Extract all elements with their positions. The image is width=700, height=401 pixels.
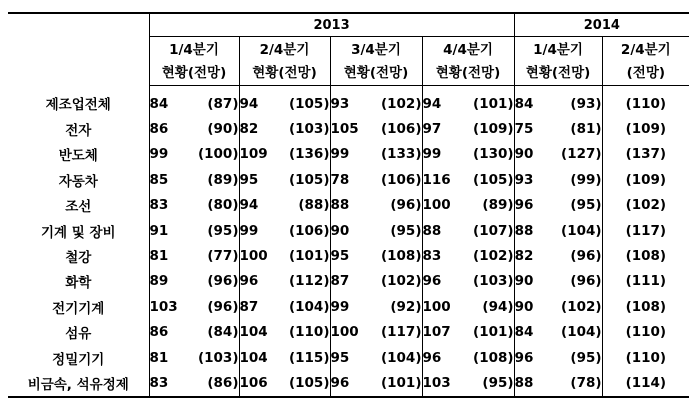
- forecast-cell: (94): [465, 294, 514, 319]
- forecast-cell: (110): [625, 324, 667, 341]
- current-value-cell: 82: [239, 121, 259, 138]
- quarter-label: 4/4분기: [443, 41, 493, 58]
- forecast-cell: (95): [191, 218, 239, 243]
- current-value-cell: 84: [514, 95, 534, 112]
- bsi-statistics-table: [8, 12, 689, 398]
- forecast-cell: (100): [191, 142, 239, 167]
- forecast-cell: (102): [375, 269, 422, 294]
- forecast-cell: (105): [281, 370, 330, 396]
- forecast-cell: (99): [556, 167, 602, 192]
- current-value-cell: 103: [149, 298, 178, 315]
- current-value-cell: 88: [422, 222, 442, 239]
- forecast-cell: (105): [465, 167, 514, 192]
- forecast-cell: (127): [556, 142, 602, 167]
- forecast-cell: (88): [281, 193, 330, 218]
- forecast-cell: (103): [465, 269, 514, 294]
- forecast-cell: (104): [281, 294, 330, 319]
- quarter-sublabel: 현황(전망): [343, 64, 409, 81]
- forecast-cell: (102): [465, 243, 514, 268]
- row-label: 전자: [8, 116, 149, 141]
- current-value-cell: 99: [239, 222, 259, 239]
- forecast-cell: (101): [375, 370, 422, 396]
- forecast-cell: (96): [191, 294, 239, 319]
- quarter-sublabel: 현황(전망): [435, 64, 501, 81]
- forecast-cell: (111): [625, 273, 667, 290]
- forecast-cell: (136): [281, 142, 330, 167]
- table-row: [8, 320, 689, 345]
- table-row: [8, 193, 689, 218]
- forecast-cell: (108): [625, 298, 667, 315]
- forecast-cell: (95): [556, 193, 602, 218]
- forecast-cell: (117): [375, 320, 422, 345]
- current-value-cell: 96: [422, 349, 442, 366]
- table-row: [8, 142, 689, 167]
- current-value-cell: 104: [239, 324, 268, 341]
- forecast-cell: (95): [556, 345, 602, 370]
- current-value-cell: 91: [149, 222, 169, 239]
- current-value-cell: 95: [330, 248, 350, 265]
- current-value-cell: 97: [422, 121, 442, 138]
- table-row: [8, 294, 689, 319]
- current-value-cell: 93: [514, 171, 534, 188]
- forecast-cell: (81): [556, 116, 602, 141]
- current-value-cell: 95: [330, 349, 350, 366]
- table-row: [8, 86, 689, 117]
- row-label: 기계 및 장비: [8, 218, 149, 243]
- row-label: 비금속, 석유정제: [8, 370, 149, 396]
- current-value-cell: 90: [514, 298, 534, 315]
- current-value-cell: 100: [422, 298, 451, 315]
- row-label: 정밀기기: [8, 345, 149, 370]
- current-value-cell: 87: [239, 298, 259, 315]
- current-value-cell: 94: [239, 197, 259, 214]
- current-value-cell: 86: [149, 121, 169, 138]
- row-label: 전기기계: [8, 294, 149, 319]
- forecast-cell: (115): [281, 345, 330, 370]
- forecast-cell: (103): [191, 345, 239, 370]
- row-label: 화학: [8, 269, 149, 294]
- year-header-2013: 2013: [149, 13, 514, 37]
- current-value-cell: 106: [239, 370, 281, 396]
- current-value-cell: 89: [149, 273, 169, 290]
- current-value-cell: 90: [514, 273, 534, 290]
- forecast-cell: (105): [281, 167, 330, 192]
- current-value-cell: 78: [330, 171, 350, 188]
- forecast-cell: (137): [625, 146, 667, 163]
- current-value-cell: 88: [330, 197, 350, 214]
- current-value-cell: 82: [514, 248, 534, 265]
- row-label: 제조업전체: [8, 86, 149, 117]
- table-row: [8, 116, 689, 141]
- forecast-cell: (95): [375, 218, 422, 243]
- forecast-cell: (106): [281, 218, 330, 243]
- forecast-cell: (112): [281, 269, 330, 294]
- forecast-cell: (108): [465, 345, 514, 370]
- current-value-cell: 96: [239, 273, 259, 290]
- row-label: 철강: [8, 243, 149, 268]
- quarter-header: [330, 37, 422, 86]
- quarter-sublabel: 현황(전망): [252, 64, 317, 81]
- forecast-cell: (102): [625, 197, 667, 214]
- quarter-label: 1/4분기: [533, 41, 583, 58]
- corner-header-cell: [8, 13, 149, 86]
- current-value-cell: 100: [239, 248, 268, 265]
- current-value-cell: 86: [149, 324, 169, 341]
- table-row: [8, 167, 689, 192]
- forecast-cell: (109): [625, 121, 667, 138]
- current-value-cell: 99: [330, 298, 350, 315]
- current-value-cell: 84: [149, 95, 169, 112]
- current-value-cell: 116: [422, 171, 451, 188]
- current-value-cell: 83: [149, 370, 191, 396]
- forecast-cell: (101): [281, 243, 330, 268]
- forecast-cell: (105): [281, 86, 330, 117]
- quarter-label: 3/4분기: [351, 41, 401, 58]
- current-value-cell: 100: [330, 324, 359, 341]
- current-value-cell: 104: [239, 349, 268, 366]
- forecast-cell: (96): [375, 193, 422, 218]
- current-value-cell: 75: [514, 121, 534, 138]
- current-value-cell: 83: [149, 197, 169, 214]
- forecast-cell: (96): [556, 269, 602, 294]
- forecast-cell: (93): [556, 86, 602, 117]
- current-value-cell: 100: [422, 197, 451, 214]
- forecast-cell: (110): [625, 349, 667, 366]
- row-label: 조선: [8, 193, 149, 218]
- current-value-cell: 96: [330, 370, 375, 396]
- quarter-header: [602, 37, 689, 86]
- year-header-2014: 2014: [514, 13, 689, 37]
- forecast-cell: (96): [191, 269, 239, 294]
- forecast-cell: (102): [556, 294, 602, 319]
- current-value-cell: 99: [149, 146, 169, 163]
- current-value-cell: 103: [422, 370, 465, 396]
- quarter-header: [239, 37, 330, 86]
- current-value-cell: 109: [239, 146, 268, 163]
- forecast-cell: (78): [556, 370, 602, 396]
- forecast-cell: (89): [465, 193, 514, 218]
- forecast-cell: (84): [191, 320, 239, 345]
- quarter-label: 2/4분기: [620, 41, 671, 58]
- forecast-cell: (95): [465, 370, 514, 396]
- forecast-cell: (110): [625, 95, 667, 112]
- current-value-cell: 87: [330, 273, 350, 290]
- row-label: 반도체: [8, 142, 149, 167]
- forecast-cell: (80): [191, 193, 239, 218]
- current-value-cell: 83: [422, 248, 442, 265]
- quarter-header: [422, 37, 514, 86]
- forecast-cell: (109): [625, 171, 667, 188]
- forecast-cell: (89): [191, 167, 239, 192]
- table-row: [8, 345, 689, 370]
- forecast-cell: (77): [191, 243, 239, 268]
- forecast-cell: (104): [375, 345, 422, 370]
- row-label: 자동차: [8, 167, 149, 192]
- forecast-cell: (92): [375, 294, 422, 319]
- current-value-cell: 96: [514, 197, 534, 214]
- table-row: [8, 370, 689, 396]
- quarter-sublabel: 현황(전망): [161, 64, 227, 81]
- forecast-cell: (107): [465, 218, 514, 243]
- forecast-cell: (110): [281, 320, 330, 345]
- forecast-cell: (108): [625, 248, 667, 265]
- quarter-header: [149, 37, 239, 86]
- current-value-cell: 93: [330, 95, 350, 112]
- current-value-cell: 88: [514, 222, 534, 239]
- current-value-cell: 105: [330, 121, 359, 138]
- current-value-cell: 85: [149, 171, 169, 188]
- forecast-cell: (106): [375, 167, 422, 192]
- forecast-cell: (133): [375, 142, 422, 167]
- forecast-cell: (103): [281, 116, 330, 141]
- quarter-sublabel: 현황(전망): [525, 64, 591, 81]
- current-value-cell: 95: [239, 171, 259, 188]
- current-value-cell: 90: [514, 146, 534, 163]
- forecast-cell: (90): [191, 116, 239, 141]
- forecast-cell: (114): [602, 370, 689, 396]
- current-value-cell: 90: [330, 222, 350, 239]
- bsi-table-container: [8, 12, 689, 398]
- quarter-label: 2/4분기: [259, 41, 310, 58]
- forecast-cell: (86): [191, 370, 239, 396]
- forecast-cell: (106): [375, 116, 422, 141]
- table-row: [8, 269, 689, 294]
- forecast-cell: (87): [191, 86, 239, 117]
- current-value-cell: 81: [149, 248, 169, 265]
- current-value-cell: 94: [239, 95, 259, 112]
- current-value-cell: 84: [514, 324, 534, 341]
- forecast-cell: (101): [465, 320, 514, 345]
- current-value-cell: 96: [514, 349, 534, 366]
- table-row: [8, 218, 689, 243]
- current-value-cell: 96: [422, 273, 442, 290]
- table-row: [8, 243, 689, 268]
- table-body: [8, 86, 689, 397]
- current-value-cell: 99: [330, 146, 350, 163]
- row-label: 섬유: [8, 320, 149, 345]
- current-value-cell: 99: [422, 146, 442, 163]
- quarter-header: [514, 37, 602, 86]
- forecast-cell: (96): [556, 243, 602, 268]
- forecast-cell: (104): [556, 218, 602, 243]
- quarter-label: 1/4분기: [169, 41, 219, 58]
- forecast-cell: (130): [465, 142, 514, 167]
- current-value-cell: 81: [149, 349, 169, 366]
- current-value-cell: 107: [422, 324, 451, 341]
- current-value-cell: 88: [514, 370, 556, 396]
- forecast-cell: (104): [556, 320, 602, 345]
- forecast-cell: (102): [375, 86, 422, 117]
- current-value-cell: 94: [422, 95, 442, 112]
- forecast-cell: (117): [625, 222, 667, 239]
- quarter-sublabel: (전망): [626, 64, 666, 81]
- forecast-cell: (101): [465, 86, 514, 117]
- forecast-cell: (109): [465, 116, 514, 141]
- forecast-cell: (108): [375, 243, 422, 268]
